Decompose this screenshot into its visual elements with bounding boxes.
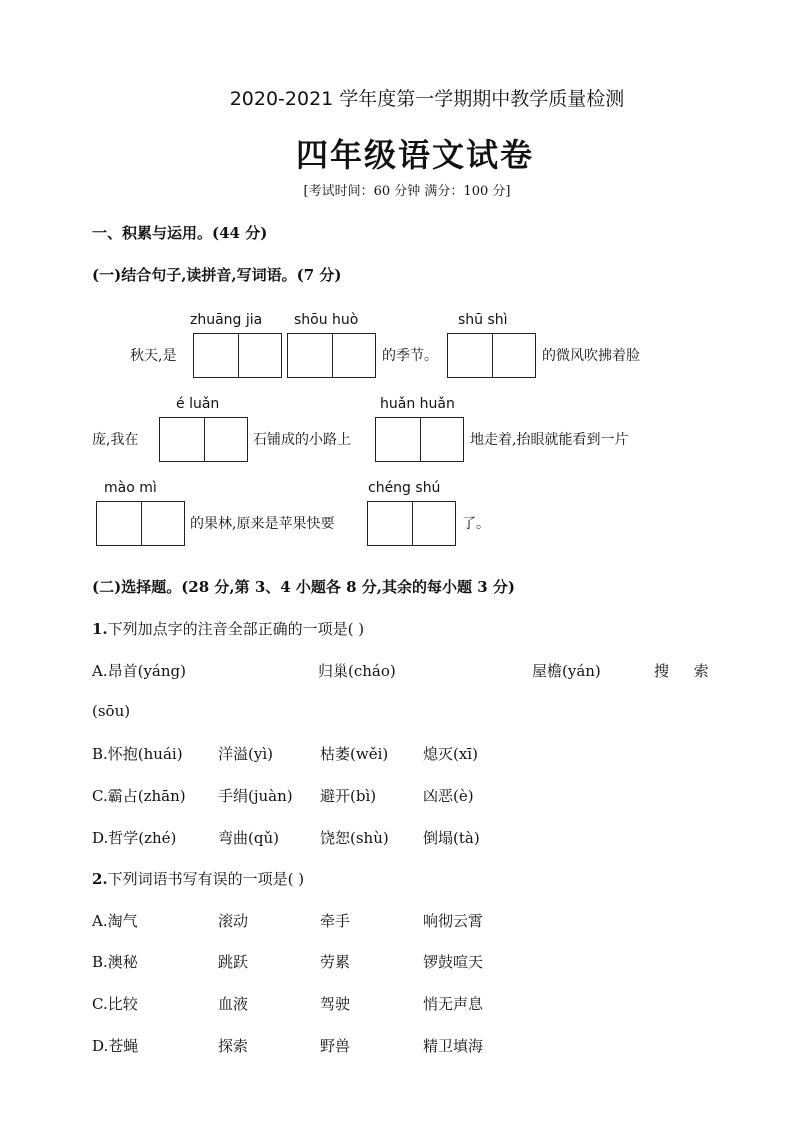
- option-d-1[interactable]: D.哲学(zhé): [92, 829, 177, 847]
- sentence-text: 秋天,是: [130, 348, 177, 364]
- part1-heading: (一)结合句子,读拼音,写词语。(7 分): [92, 266, 342, 284]
- sentence-text: 庞,我在: [92, 432, 139, 448]
- sentence-text: 的果林,原来是苹果快要: [190, 516, 335, 532]
- answer-box[interactable]: [367, 501, 456, 546]
- option-c-4: 凶恶(è): [423, 787, 474, 805]
- question-number: 2.: [92, 870, 108, 888]
- option-a-2: 滚动: [218, 912, 249, 930]
- option-d-4: 精卫填海: [423, 1037, 484, 1055]
- option-c-4: 悄无声息: [423, 995, 484, 1013]
- exam-info: [考试时间：60 分钟 满分：100 分]: [303, 184, 511, 199]
- answer-box[interactable]: [375, 417, 464, 462]
- option-b-2: 跳跃: [218, 953, 249, 971]
- question-2: [92, 868, 304, 889]
- option-c-2: 手绢(juàn): [218, 787, 293, 805]
- option-b-3: 枯萎(wěi): [320, 745, 389, 763]
- question-stem: 下列词语书写有误的一项是( ): [107, 870, 305, 888]
- option-a-4: 搜 索: [654, 662, 719, 680]
- option-c-1[interactable]: C.比较: [92, 995, 138, 1013]
- option-b-4: 锣鼓喧天: [423, 953, 484, 971]
- option-c-2: 血液: [218, 995, 249, 1013]
- answer-box[interactable]: [96, 501, 185, 546]
- pinyin-label: chéng shú: [368, 480, 441, 496]
- sentence-text: 石铺成的小路上: [253, 432, 351, 448]
- sentence-text: 地走着,抬眼就能看到一片: [470, 432, 629, 448]
- question-1: [92, 618, 364, 639]
- option-a-1[interactable]: A.淘气: [92, 912, 138, 930]
- answer-box[interactable]: [159, 417, 248, 462]
- pinyin-label: mào mì: [104, 480, 157, 496]
- exam-title: 四年级语文试卷: [295, 136, 534, 174]
- option-d-1[interactable]: D.苍蝇: [92, 1037, 139, 1055]
- option-d-3: 野兽: [320, 1037, 351, 1055]
- question-number: 1.: [92, 620, 108, 638]
- option-d-2: 弯曲(qǔ): [218, 829, 279, 847]
- option-b-2: 洋溢(yì): [218, 745, 273, 763]
- option-a-4-pinyin: (sōu): [92, 702, 131, 720]
- option-c-1[interactable]: C.霸占(zhān): [92, 787, 186, 805]
- option-a-4: 响彻云霄: [423, 912, 484, 930]
- option-a-3: 屋檐(yán): [532, 662, 601, 680]
- answer-box[interactable]: [447, 333, 536, 378]
- part2-heading: (二)选择题。(28 分,第 3、4 小题各 8 分,其余的每小题 3 分): [92, 578, 516, 596]
- answer-box[interactable]: [193, 333, 282, 378]
- option-d-3: 饶恕(shù): [320, 829, 389, 847]
- option-b-3: 劳累: [320, 953, 351, 971]
- sentence-text: 了。: [462, 516, 490, 532]
- pinyin-label: shōu huò: [294, 312, 359, 328]
- answer-box[interactable]: [287, 333, 376, 378]
- option-a-1[interactable]: A.昂首(yáng): [92, 662, 186, 680]
- option-d-2: 探索: [218, 1037, 249, 1055]
- sentence-text: 的微风吹拂着脸: [542, 348, 640, 364]
- option-a-3: 牵手: [320, 912, 351, 930]
- option-a-2: 归巢(cháo): [318, 662, 396, 680]
- pinyin-label: huǎn huǎn: [380, 396, 455, 412]
- option-b-4: 熄灭(xī): [423, 745, 478, 763]
- option-b-1[interactable]: B.怀抱(huái): [92, 745, 183, 763]
- pinyin-label: shū shì: [458, 312, 508, 328]
- exam-header-line: 2020-2021 学年度第一学期期中教学质量检测: [229, 88, 625, 110]
- pinyin-label: zhuāng jia: [190, 312, 263, 328]
- section-heading: 一、积累与运用。(44 分): [92, 224, 268, 242]
- option-d-4: 倒塌(tà): [423, 829, 480, 847]
- option-c-3: 驾驶: [320, 995, 351, 1013]
- option-c-3: 避开(bì): [320, 787, 377, 805]
- sentence-text: 的季节。: [382, 348, 438, 364]
- pinyin-label: é luǎn: [176, 396, 220, 412]
- question-stem: 下列加点字的注音全部正确的一项是( ): [107, 620, 365, 638]
- option-b-1[interactable]: B.澳秘: [92, 953, 138, 971]
